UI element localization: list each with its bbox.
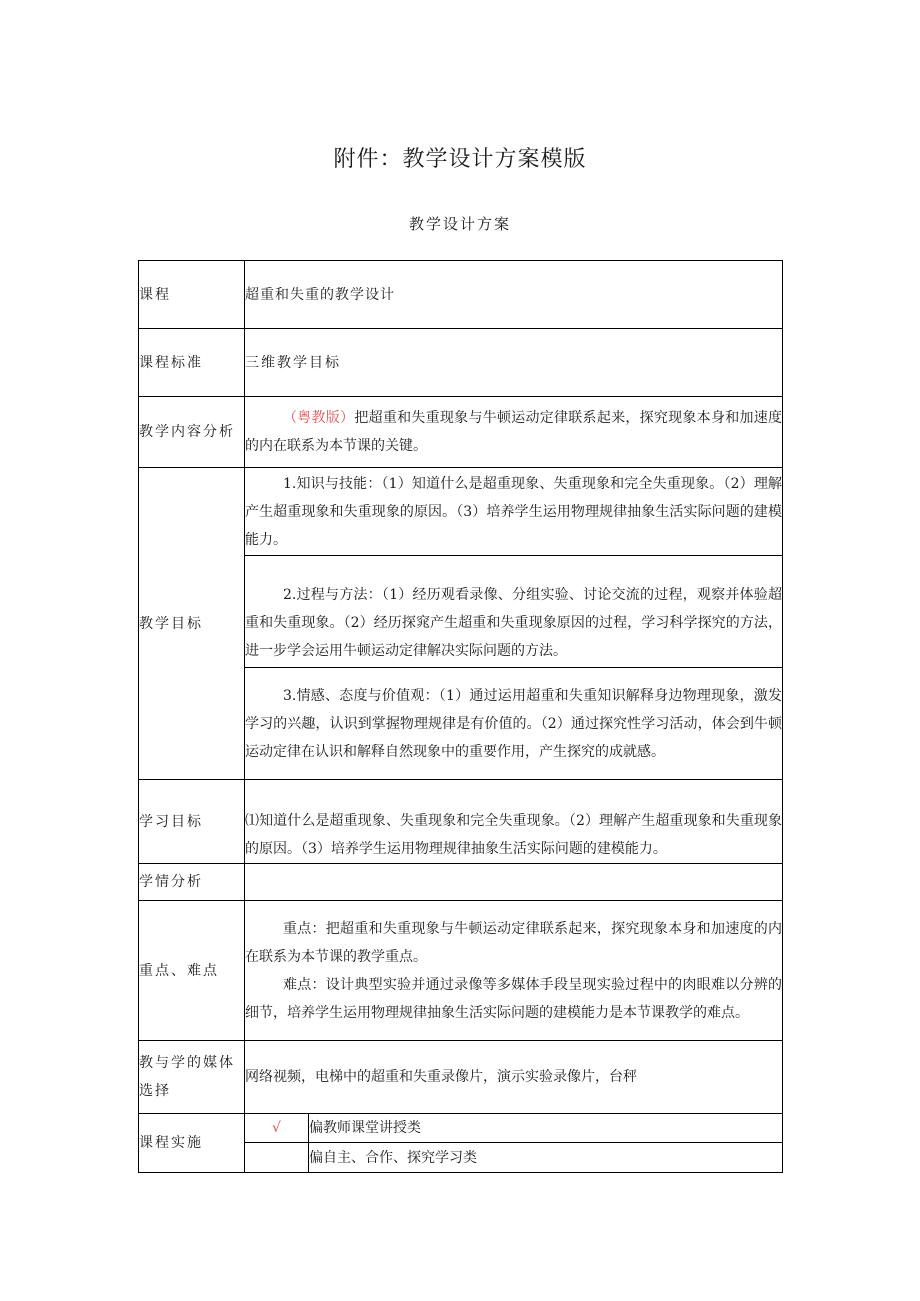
document-title: 附件：教学设计方案模版 [333,147,587,172]
learning-goals-label: 学习目标 [139,780,245,864]
learner-analysis-label: 学情分析 [139,864,245,901]
row-standard [139,329,783,397]
goal-3-cell [245,668,783,780]
content-analysis-paragraph [245,404,782,460]
edition-tag: （粤教版） [283,410,355,426]
document-subtitle: 教学设计方案 [408,215,511,233]
option-1-text: 偏教师课堂讲授类 [309,1114,783,1143]
option-2-checkmark[interactable] [245,1143,309,1173]
standard-label: 课程标准 [139,329,245,397]
implementation-label: 课程实施 [139,1114,245,1173]
key-points-cell [245,901,783,1041]
row-learner-analysis [139,864,783,901]
goal-3-text: 3.情感、态度与价值观：（1）通过运用超重和失重知识解释身边物理现象，激发学习的兴趣，认识到掌握物理规律是有价值的。（2）通过探究性学习活动，体会到牛顿运动定律在认识和解释自然现象中的重要作用，产生探究的成就感。 [245,687,782,760]
row-media [139,1041,783,1114]
course-label: 课程 [139,261,245,329]
row-goal-1 [139,468,783,556]
option-1-checkmark[interactable]: √ [245,1114,309,1143]
key-point-text: 重点：把超重和失重现象与牛顿运动定律联系起来，探究现象本身和加速度的内在联系为本节课的教学重点。 [245,920,782,965]
row-implementation-1 [139,1114,783,1143]
media-value: 网络视频，电梯中的超重和失重录像片，演示实验录像片，台秤 [245,1041,783,1114]
design-plan-table [138,260,783,1173]
standard-value: 三维教学目标 [245,329,783,397]
content-analysis-label: 教学内容分析 [139,397,245,468]
goal-1-text: 1.知识与技能：（1）知道什么是超重现象、失重现象和完全失重现象。（2）理解产生超重现象和失重现象的原因。（3）培养学生运用物理规律抽象生活实际问题的建模能力。 [245,475,782,548]
difficult-point-text: 难点：设计典型实验并通过录像等多媒体手段呈现实验过程中的肉眼难以分辨的细节，培养学生运用物理规律抽象生活实际问题的建模能力是本节课教学的难点。 [245,976,782,1021]
learner-analysis-value [245,864,783,901]
teaching-goals-label: 教学目标 [139,468,245,780]
media-label: 教与学的媒体选择 [139,1041,245,1114]
course-value: 超重和失重的教学设计 [245,261,783,329]
row-content-analysis [139,397,783,468]
learning-goals-text: ⑴知道什么是超重现象、失重现象和完全失重现象。（2）理解产生超重现象和失重现象的原因。（3）培养学生运用物理规律抽象生活实际问题的建模能力。 [245,813,782,857]
learning-goals-cell [245,780,783,864]
content-analysis-cell [245,397,783,468]
row-key-points [139,901,783,1041]
content-analysis-text: 把超重和失重现象与牛顿运动定律联系起来，探究现象本身和加速度的内在联系为本节课的关键。 [245,410,783,454]
row-course [139,261,783,329]
option-2-text: 偏自主、合作、探究学习类 [309,1143,783,1173]
row-learning-goals [139,780,783,864]
goal-2-text: 2.过程与方法：（1）经历观看录像、分组实验、讨论交流的过程，观察并体验超重和失重现象。（2）经历探窕产生超重和失重现象原因的过程，学习科学探究的方法，进一步学会运用牛顿运动定律解决实际问题的方法。 [245,587,782,659]
goal-2-cell [245,556,783,668]
goal-1-cell [245,468,783,556]
key-points-label: 重点、难点 [139,901,245,1041]
